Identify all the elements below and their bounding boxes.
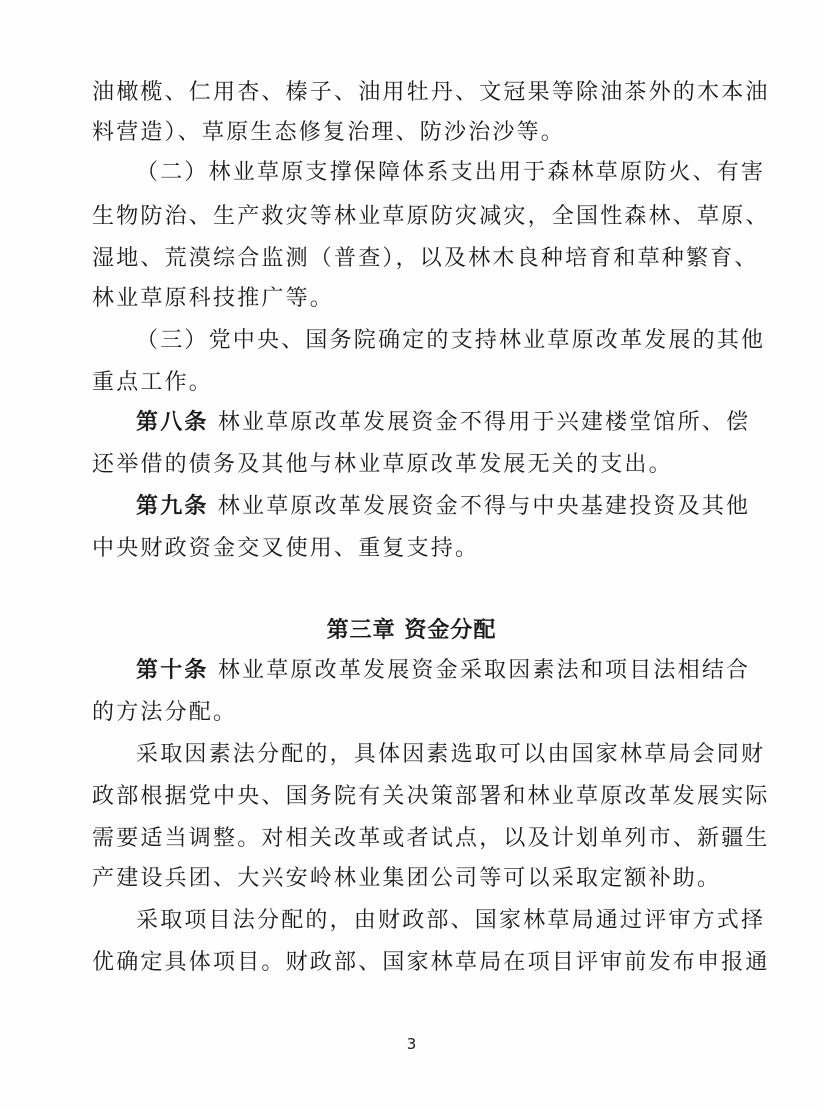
text-line: （二）林业草原支撑保障体系支出用于森林草原防火、有害 [136,160,766,185]
article-text: 林业草原改革发展资金不得与中央基建投资及其他 [217,494,751,519]
text-line: （三）党中央、国务院确定的支持林业草原改革发展的其他 [136,328,766,353]
article-number: 第十条 [136,658,209,683]
article-text: 林业草原改革发展资金不得用于兴建楼堂馆所、偿 [217,410,751,435]
text-line: 中央财政资金交叉使用、重复支持。 [92,536,480,561]
article-number: 第八条 [136,410,209,435]
text-line: 重点工作。 [92,370,214,395]
page-number: 3 [406,1035,417,1053]
article-line [136,656,751,686]
text-line: 的方法分配。 [92,700,238,725]
text-line: 产建设兵团、大兴安岭林业集团公司等可以采取定额补助。 [92,866,722,891]
text-line: 采取项目法分配的，由财政部、国家林草局通过评审方式择 [136,908,766,933]
text-line: 需要适当调整。对相关改革或者试点，以及计划单列市、新疆生 [92,826,770,851]
text-line: 还举借的债务及其他与林业草原改革发展无关的支出。 [92,452,673,477]
article-line [136,492,751,522]
text-line: 油橄榄、仁用杏、榛子、油用牡丹、文冠果等除油茶外的木本油 [92,80,770,105]
chapter-title: 第三章 资金分配 [326,618,497,643]
text-line: 生物防治、生产救灾等林业草原防灾减灾，全国性森林、草原、 [92,204,770,229]
article-line [136,408,751,438]
text-line: 料营造）、草原生态修复治理、防沙治沙等。 [92,120,566,145]
text-line: 湿地、荒漠综合监测（普查），以及林木良种培育和草种繁育、 [92,246,759,271]
article-text: 林业草原改革发展资金采取因素法和项目法相结合 [217,658,751,683]
text-line: 采取因素法分配的，具体因素选取可以由国家林草局会同财 [136,742,766,767]
article-number: 第九条 [136,494,209,519]
text-line: 政部根据党中央、国务院有关决策部署和林业草原改革发展实际 [92,784,770,809]
text-line: 林业草原科技推广等。 [92,286,335,311]
text-line: 优确定具体项目。财政部、国家林草局在项目评审前发布申报通 [92,950,770,975]
